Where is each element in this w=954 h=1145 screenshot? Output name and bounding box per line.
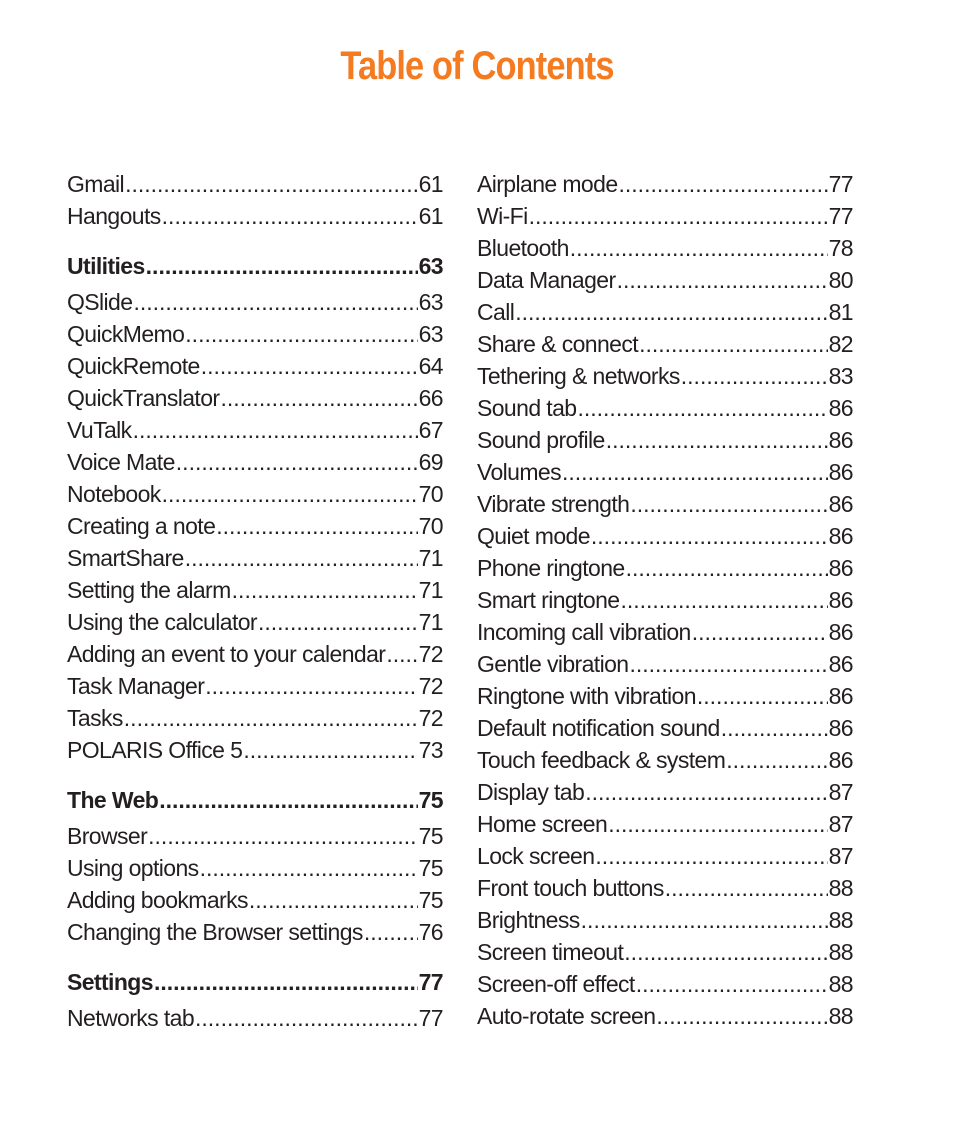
toc-entry[interactable] bbox=[67, 168, 443, 200]
toc-entry-label: QuickTranslator bbox=[67, 385, 220, 411]
toc-entry[interactable] bbox=[67, 852, 443, 884]
toc-entry-label: Sound tab bbox=[477, 395, 577, 421]
toc-page-number: 64 bbox=[418, 353, 443, 379]
toc-entry-label: QuickRemote bbox=[67, 353, 200, 379]
toc-entry-label: Sound profile bbox=[477, 427, 605, 453]
toc-entry-label: Quiet mode bbox=[477, 523, 590, 549]
toc-entry[interactable] bbox=[477, 232, 853, 264]
toc-entry[interactable] bbox=[67, 414, 443, 446]
toc-entry-label: Vibrate strength bbox=[477, 491, 630, 517]
toc-entry-label: Brightness bbox=[477, 907, 580, 933]
toc-leader-dots bbox=[581, 904, 828, 936]
toc-page-number: 86 bbox=[828, 555, 853, 581]
toc-entry[interactable] bbox=[477, 392, 853, 424]
toc-entry[interactable] bbox=[67, 478, 443, 510]
toc-leader-dots bbox=[624, 936, 827, 968]
toc-entry[interactable] bbox=[477, 360, 853, 392]
toc-page-number: 86 bbox=[828, 459, 853, 485]
toc-leader-dots bbox=[692, 616, 828, 648]
toc-entry[interactable] bbox=[477, 744, 853, 776]
toc-entry-label: Volumes bbox=[477, 459, 562, 485]
toc-entry-label: Phone ringtone bbox=[477, 555, 625, 581]
toc-leader-dots bbox=[162, 200, 418, 232]
toc-entry[interactable] bbox=[477, 424, 853, 456]
toc-leader-dots bbox=[617, 264, 828, 296]
toc-page-number: 71 bbox=[418, 609, 443, 635]
toc-page-number: 87 bbox=[828, 811, 853, 837]
toc-leader-dots bbox=[201, 350, 418, 382]
toc-entry-label: Voice Mate bbox=[67, 449, 175, 475]
toc-page-number: 76 bbox=[418, 919, 443, 945]
toc-page-number: 86 bbox=[828, 523, 853, 549]
toc-entry[interactable] bbox=[67, 1002, 443, 1034]
toc-page-number: 83 bbox=[828, 363, 853, 389]
toc-entry-label: VuTalk bbox=[67, 417, 132, 443]
toc-entry[interactable] bbox=[67, 542, 443, 574]
toc-entry-label: Display tab bbox=[477, 779, 585, 805]
toc-entry-label: Tethering & networks bbox=[477, 363, 680, 389]
toc-leader-dots bbox=[630, 488, 827, 520]
page-title: Table of Contents bbox=[340, 44, 614, 88]
toc-entry-label: Smart ringtone bbox=[477, 587, 620, 613]
toc-leader-dots bbox=[162, 478, 418, 510]
toc-entry-label: Browser bbox=[67, 823, 148, 849]
toc-entry[interactable] bbox=[477, 168, 853, 200]
toc-leader-dots bbox=[124, 702, 418, 734]
toc-entry[interactable] bbox=[477, 296, 853, 328]
toc-leader-dots bbox=[562, 456, 828, 488]
toc-entry[interactable] bbox=[67, 606, 443, 638]
toc-entry[interactable] bbox=[67, 638, 443, 670]
toc-entry[interactable] bbox=[67, 916, 443, 948]
toc-entry-label: Ringtone with vibration bbox=[477, 683, 696, 709]
toc-page-number: 75 bbox=[418, 823, 443, 849]
toc-entry[interactable] bbox=[477, 936, 853, 968]
toc-entry-label: Hangouts bbox=[67, 203, 161, 229]
toc-entry-label: Screen timeout bbox=[477, 939, 624, 965]
toc-entry-label: Incoming call vibration bbox=[477, 619, 691, 645]
toc-page-number: 61 bbox=[418, 203, 443, 229]
toc-left-column bbox=[67, 168, 443, 1034]
toc-leader-dots bbox=[146, 250, 418, 282]
toc-page-number: 77 bbox=[418, 1005, 443, 1031]
toc-entry-label: QSlide bbox=[67, 289, 133, 315]
toc-entry-label: Touch feedback & system bbox=[477, 747, 726, 773]
toc-leader-dots bbox=[606, 424, 828, 456]
toc-entry-label: Notebook bbox=[67, 481, 161, 507]
toc-entry[interactable] bbox=[477, 712, 853, 744]
toc-page-number: 69 bbox=[418, 449, 443, 475]
toc-page-number: 88 bbox=[828, 939, 853, 965]
toc-leader-dots bbox=[639, 328, 828, 360]
toc-right-column bbox=[477, 168, 853, 1032]
toc-leader-dots bbox=[585, 776, 827, 808]
toc-page-number: 86 bbox=[828, 683, 853, 709]
toc-entry-label: Gmail bbox=[67, 171, 125, 197]
toc-entry[interactable] bbox=[477, 1000, 853, 1032]
toc-leader-dots bbox=[608, 808, 827, 840]
toc-leader-dots bbox=[626, 552, 828, 584]
toc-page-number: 88 bbox=[828, 971, 853, 997]
toc-page-number: 86 bbox=[828, 491, 853, 517]
toc-section-heading[interactable] bbox=[67, 784, 443, 816]
toc-leader-dots bbox=[721, 712, 828, 744]
toc-entry[interactable] bbox=[67, 318, 443, 350]
toc-entry[interactable] bbox=[477, 776, 853, 808]
toc-entry-label: QuickMemo bbox=[67, 321, 185, 347]
toc-leader-dots bbox=[200, 852, 418, 884]
toc-leader-dots bbox=[620, 584, 827, 616]
toc-page-number: 71 bbox=[418, 545, 443, 571]
toc-page-number: 86 bbox=[828, 587, 853, 613]
toc-entry[interactable] bbox=[67, 446, 443, 478]
toc-entry[interactable] bbox=[67, 200, 443, 232]
toc-page-number: 73 bbox=[418, 737, 443, 763]
toc-entry-label: Creating a note bbox=[67, 513, 216, 539]
toc-page-number: 87 bbox=[828, 779, 853, 805]
toc-page-number: 86 bbox=[828, 619, 853, 645]
toc-leader-dots bbox=[656, 1000, 827, 1032]
toc-entry-label: Front touch buttons bbox=[477, 875, 664, 901]
toc-entry[interactable] bbox=[67, 884, 443, 916]
toc-leader-dots bbox=[195, 1002, 418, 1034]
toc-entry-label: The Web bbox=[67, 787, 159, 813]
toc-entry[interactable] bbox=[477, 968, 853, 1000]
toc-entry-label: POLARIS Office 5 bbox=[67, 737, 243, 763]
toc-entry-label: Using options bbox=[67, 855, 199, 881]
toc-entry-label: Wi-Fi bbox=[477, 203, 528, 229]
toc-entry[interactable] bbox=[477, 616, 853, 648]
toc-page-number: 80 bbox=[828, 267, 853, 293]
toc-entry[interactable] bbox=[477, 456, 853, 488]
toc-entry-label: Settings bbox=[67, 969, 153, 995]
toc-leader-dots bbox=[636, 968, 828, 1000]
toc-entry-label: Data Manager bbox=[477, 267, 616, 293]
toc-entry[interactable] bbox=[67, 510, 443, 542]
toc-entry-label: Default notification sound bbox=[477, 715, 720, 741]
toc-entry[interactable] bbox=[477, 520, 853, 552]
toc-section-heading[interactable] bbox=[67, 250, 443, 282]
toc-entry[interactable] bbox=[67, 574, 443, 606]
toc-entry-label: Screen-off effect bbox=[477, 971, 635, 997]
toc-page-number: 63 bbox=[418, 289, 443, 315]
toc-page-number: 70 bbox=[418, 513, 443, 539]
toc-page-number: 72 bbox=[418, 641, 443, 667]
toc-page-number: 72 bbox=[418, 673, 443, 699]
toc-entry[interactable] bbox=[67, 702, 443, 734]
toc-entry-label: Auto-rotate screen bbox=[477, 1003, 656, 1029]
toc-entry[interactable] bbox=[477, 584, 853, 616]
toc-leader-dots bbox=[205, 670, 417, 702]
toc-entry-label: Task Manager bbox=[67, 673, 205, 699]
toc-page-number: 75 bbox=[418, 787, 443, 813]
toc-entry[interactable] bbox=[477, 840, 853, 872]
toc-entry-label: Share & connect bbox=[477, 331, 639, 357]
toc-page-number: 88 bbox=[828, 875, 853, 901]
toc-entry[interactable] bbox=[67, 820, 443, 852]
toc-section-heading[interactable] bbox=[67, 966, 443, 998]
toc-page-number: 67 bbox=[418, 417, 443, 443]
toc-entry[interactable] bbox=[477, 264, 853, 296]
toc-leader-dots bbox=[220, 382, 417, 414]
toc-leader-dots bbox=[515, 296, 827, 328]
toc-leader-dots bbox=[232, 574, 418, 606]
toc-page-number: 71 bbox=[418, 577, 443, 603]
toc-entry[interactable] bbox=[477, 648, 853, 680]
toc-entry[interactable] bbox=[477, 488, 853, 520]
toc-entry-label: SmartShare bbox=[67, 545, 184, 571]
toc-page-number: 87 bbox=[828, 843, 853, 869]
toc-leader-dots bbox=[726, 744, 827, 776]
toc-page-number: 75 bbox=[418, 855, 443, 881]
toc-page-number: 86 bbox=[828, 395, 853, 421]
toc-entry[interactable] bbox=[477, 904, 853, 936]
toc-page-number: 70 bbox=[418, 481, 443, 507]
toc-entry-label: Networks tab bbox=[67, 1005, 195, 1031]
toc-leader-dots bbox=[159, 784, 417, 816]
toc-entry-label: Tasks bbox=[67, 705, 123, 731]
toc-entry-label: Lock screen bbox=[477, 843, 595, 869]
toc-leader-dots bbox=[529, 200, 828, 232]
toc-page-number: 81 bbox=[828, 299, 853, 325]
toc-leader-dots bbox=[591, 520, 828, 552]
toc-entry[interactable] bbox=[477, 680, 853, 712]
toc-leader-dots bbox=[630, 648, 828, 680]
toc-page-number: 82 bbox=[828, 331, 853, 357]
toc-page-number: 61 bbox=[418, 171, 443, 197]
toc-page-number: 77 bbox=[418, 969, 443, 995]
toc-page-number: 86 bbox=[828, 427, 853, 453]
toc-leader-dots bbox=[125, 168, 418, 200]
toc-entry-label: Utilities bbox=[67, 253, 145, 279]
toc-leader-dots bbox=[243, 734, 417, 766]
toc-entry-label: Adding bookmarks bbox=[67, 887, 248, 913]
toc-leader-dots bbox=[386, 638, 417, 670]
toc-leader-dots bbox=[185, 542, 418, 574]
toc-page-number: 66 bbox=[418, 385, 443, 411]
toc-page-number: 88 bbox=[828, 907, 853, 933]
toc-page-number: 63 bbox=[418, 253, 443, 279]
toc-entry-label: Adding an event to your calendar bbox=[67, 641, 386, 667]
toc-leader-dots bbox=[364, 916, 418, 948]
toc-page-number: 72 bbox=[418, 705, 443, 731]
toc-entry-label: Using the calculator bbox=[67, 609, 257, 635]
toc-leader-dots bbox=[697, 680, 828, 712]
toc-leader-dots bbox=[258, 606, 418, 638]
toc-entry-label: Bluetooth bbox=[477, 235, 569, 261]
toc-leader-dots bbox=[133, 286, 417, 318]
toc-entry-label: Changing the Browser settings bbox=[67, 919, 363, 945]
toc-leader-dots bbox=[681, 360, 828, 392]
toc-entry-label: Gentle vibration bbox=[477, 651, 629, 677]
toc-page-number: 63 bbox=[418, 321, 443, 347]
toc-leader-dots bbox=[185, 318, 417, 350]
toc-entry-label: Home screen bbox=[477, 811, 608, 837]
toc-page-number: 77 bbox=[828, 171, 853, 197]
toc-entry[interactable] bbox=[67, 350, 443, 382]
toc-entry[interactable] bbox=[67, 734, 443, 766]
toc-leader-dots bbox=[665, 872, 828, 904]
toc-leader-dots bbox=[595, 840, 827, 872]
toc-leader-dots bbox=[154, 966, 418, 998]
toc-entry-label: Setting the alarm bbox=[67, 577, 231, 603]
toc-page-number: 86 bbox=[828, 747, 853, 773]
toc-page-number: 86 bbox=[828, 651, 853, 677]
toc-entry[interactable] bbox=[477, 872, 853, 904]
toc-leader-dots bbox=[133, 414, 418, 446]
toc-page-number: 77 bbox=[828, 203, 853, 229]
toc-entry-label: Airplane mode bbox=[477, 171, 618, 197]
toc-entry[interactable] bbox=[477, 200, 853, 232]
toc-page-number: 88 bbox=[828, 1003, 853, 1029]
toc-page-number: 86 bbox=[828, 715, 853, 741]
toc-entry[interactable] bbox=[477, 552, 853, 584]
toc-leader-dots bbox=[570, 232, 828, 264]
toc-leader-dots bbox=[249, 884, 418, 916]
toc-entry-label: Call bbox=[477, 299, 515, 325]
toc-entry[interactable] bbox=[67, 670, 443, 702]
toc-leader-dots bbox=[176, 446, 418, 478]
toc-entry[interactable] bbox=[67, 286, 443, 318]
toc-leader-dots bbox=[619, 168, 828, 200]
toc-leader-dots bbox=[148, 820, 417, 852]
toc-page-number: 75 bbox=[418, 887, 443, 913]
toc-leader-dots bbox=[577, 392, 827, 424]
toc-entry[interactable] bbox=[67, 382, 443, 414]
toc-page-number: 78 bbox=[828, 235, 853, 261]
toc-entry[interactable] bbox=[477, 808, 853, 840]
toc-entry[interactable] bbox=[477, 328, 853, 360]
toc-leader-dots bbox=[216, 510, 417, 542]
